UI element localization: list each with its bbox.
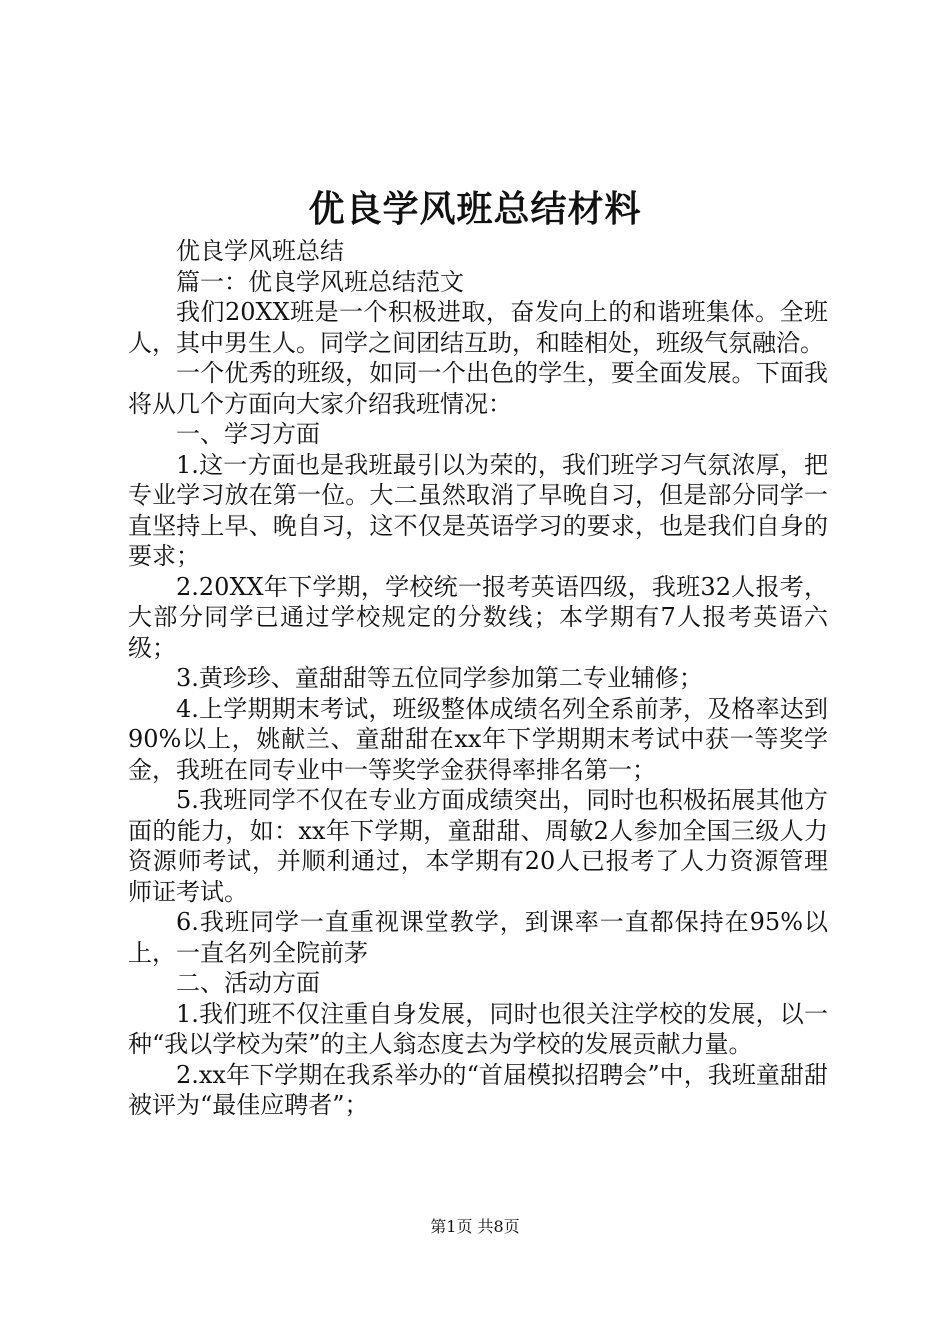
paragraph-activity-1: 1.我们班不仅注重自身发展，同时也很关注学校的发展，以一种“我以学校为荣”的主人翁态度去为学校的发展贡献力量。 xyxy=(128,999,828,1058)
paragraph-overview: 一个优秀的班级，如同一个出色的学生，要全面发展。下面我将从几个方面向大家介绍我班情况： xyxy=(128,359,828,418)
paragraph-study-4: 4.上学期期末考试，班级整体成绩名列全系前茅，及格率达到90%以上，姚献兰、童甜甜在xx年下学期期末考试中获一等奖学金，我班在同专业中一等奖学金获得率排名第一； xyxy=(128,694,828,784)
page-number-footer: 第1页 共8页 xyxy=(430,1217,520,1236)
paragraph-activity-2: 2.xx年下学期在我系举办的“首届模拟招聘会”中，我班童甜甜被评为“最佳应聘者”； xyxy=(128,1060,828,1119)
paragraph-study-6: 6.我班同学一直重视课堂教学，到课率一直都保持在95%以上，一直名列全院前茅 xyxy=(128,908,828,967)
paragraph-heading-activity: 二、活动方面 xyxy=(176,969,320,997)
paragraph-subtitle: 优良学风班总结 xyxy=(176,237,344,265)
paragraph-study-5: 5.我班同学不仅在专业方面成绩突出，同时也积极拓展其他方面的能力，如：xx年下学期，童甜甜、周敏2人参加全国三级人力资源师考试，并顺利通过，本学期有20人已报考了人力资源管理师证考试。 xyxy=(128,786,828,906)
paragraph-heading-study: 一、学习方面 xyxy=(176,420,320,448)
paragraph-study-2: 2.20XX年下学期，学校统一报考英语四级，我班32人报考，大部分同学已通过学校规定的分数线；本学期有7人报考英语六级； xyxy=(128,572,828,662)
paragraph-class-intro: 我们20XX班是一个积极进取，奋发向上的和谐班集体。全班人，其中男生人。同学之间团结互助，和睦相处，班级气氛融洽。 xyxy=(128,298,828,357)
paragraph-study-1: 1.这一方面也是我班最引以为荣的，我们班学习气氛浓厚，把专业学习放在第一位。大二虽然取消了早晚自习，但是部分同学一直坚持上早、晚自习，这不仅是英语学习的要求，也是我们自身的要求； xyxy=(128,450,828,570)
paragraph-section-heading: 篇一：优良学风班总结范文 xyxy=(176,267,464,296)
document-body xyxy=(128,236,828,1121)
paragraph-study-3: 3.黄珍珍、童甜甜等五位同学参加第二专业辅修； xyxy=(176,664,703,692)
document-title: 优良学风班总结材料 xyxy=(308,188,642,230)
